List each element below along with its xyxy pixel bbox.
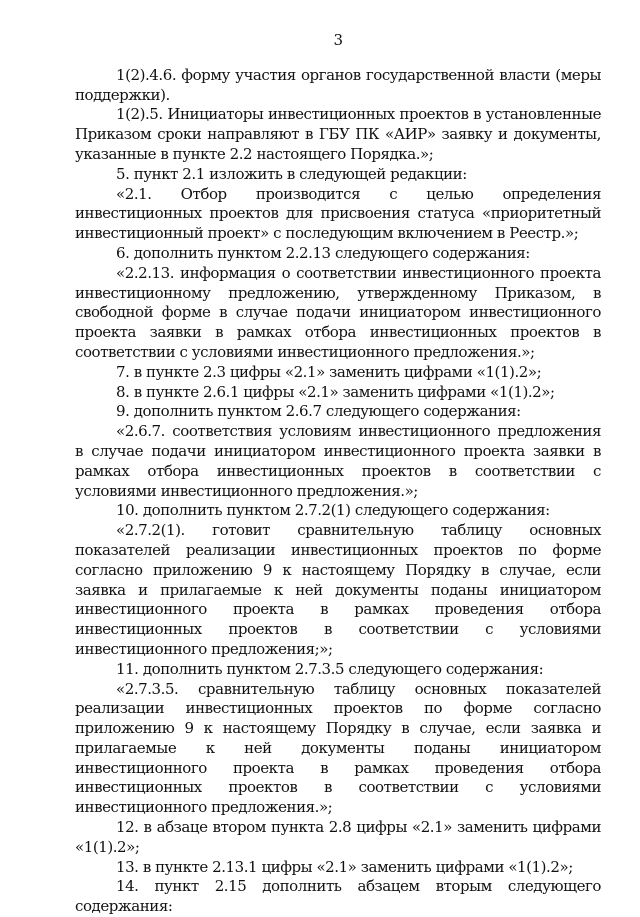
paragraph-item-13: 13. в пункте 2.13.1 цифры «2.1» заменить цифрами «1(1).2»; xyxy=(116,857,573,876)
paragraph-1-2-4-6: 1(2).4.6. форму участия органов государственной власти (меры поддержки). xyxy=(75,65,601,104)
paragraph-2-2-13-quote: «2.2.13. информация о соответствии инвестиционного проекта инвестиционному предложению, утвержденному Приказом, в свободной форме в случае подачи инициатором инвестиционного проекта заявки в рамках отбора инвестиционных проектов в соответствии с условиями инвестиционного предложения.»; xyxy=(75,263,601,361)
document-page xyxy=(75,31,601,917)
paragraph-item-12: 12. в абзаце втором пункта 2.8 цифры «2.1» заменить цифрами «1(1).2»; xyxy=(75,818,601,856)
paragraph-item-8: 8. в пункте 2.6.1 цифры «2.1» заменить цифрами «1(1).2»; xyxy=(116,382,555,401)
paragraph-item-5: 5. пункт 2.1 изложить в следующей редакции: xyxy=(116,164,467,183)
paragraph-2-7-2-1-quote: «2.7.2(1). готовит сравнительную таблицу основных показателей реализации инвестиционных проектов по форме согласно приложению 9 к настоящему Порядку в случае, если заявка и прилагаемые к ней документы поданы инициатором инвестиционного проекта в рамках проведения отбора инвестиционных проектов в соответствии с условиями инвестиционного предложения;»; xyxy=(75,521,601,658)
paragraph-2-1-quote: «2.1. Отбор производится с целью определения инвестиционных проектов для присвоения статуса «приоритетный инвестиционный проект» с последующим включением в Реестр.»; xyxy=(75,184,601,243)
paragraph-2-6-7-quote: «2.6.7. соответствия условиям инвестиционного предложения в случае подачи инициатором инвестиционного проекта заявки в рамках отбора инвестиционных проектов в соответствии с условиями инвестиционного предложения.»; xyxy=(75,422,601,500)
paragraph-2-7-3-5-quote: «2.7.3.5. сравнительную таблицу основных показателей реализации инвестиционных проектов по форме согласно приложению 9 к настоящему Порядку в случае, если заявка и прилагаемые к ней документы поданы инициатором инвестиционного проекта в рамках проведения отбора инвестиционных проектов в соответствии с условиями инвестиционного предложения.»; xyxy=(75,679,601,817)
paragraph-item-10: 10. дополнить пунктом 2.7.2(1) следующего содержания: xyxy=(116,501,550,520)
paragraph-item-7: 7. в пункте 2.3 цифры «2.1» заменить цифрами «1(1).2»; xyxy=(116,362,542,381)
paragraph-item-11: 11. дополнить пунктом 2.7.3.5 следующего содержания: xyxy=(116,659,544,678)
paragraph-item-14: 14. пункт 2.15 дополнить абзацем вторым следующего содержания: xyxy=(75,877,601,916)
paragraph-item-9: 9. дополнить пунктом 2.6.7 следующего содержания: xyxy=(116,402,521,421)
paragraph-item-6: 6. дополнить пунктом 2.2.13 следующего содержания: xyxy=(116,243,530,262)
page-number: 3 xyxy=(333,31,343,49)
paragraph-1-2-5: 1(2).5. Инициаторы инвестиционных проектов в установленные Приказом сроки направляют в ГБУ ПК «АИР» заявку и документы, указанные в пункте 2.2 настоящего Порядка.»; xyxy=(75,105,601,163)
